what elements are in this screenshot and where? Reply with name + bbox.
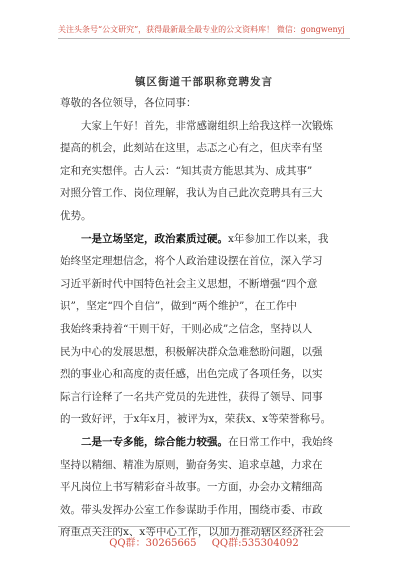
line-text: 烈的事业心和高度的责任感，出色完成了各项任务，以实 <box>60 368 323 381</box>
text-line <box>60 408 356 431</box>
text-line <box>60 318 356 341</box>
text-line <box>60 386 356 409</box>
greeting: 尊敬的各位领导，各位同事： <box>60 97 197 109</box>
header-divider <box>58 38 350 39</box>
text-line <box>60 431 356 454</box>
paragraph-lines <box>60 115 356 544</box>
text-line <box>60 250 356 273</box>
bold-lead-in: 二是一专多能，综合能力较强。 <box>81 435 228 448</box>
page-header-promo: 关注头条号“公文研究”，获得最新最全最专业的公文资料库！ 微信：gongwenyj <box>58 25 345 34</box>
line-text: 效。带头发挥办公室工作参谋助手作用，围绕市委、市政 <box>60 503 323 516</box>
line-text: 际言行诠释了一名共产党员的先进性，获得了领导、同事 <box>60 390 323 403</box>
line-text: 我始终秉持着“干则干好，干则必成”之信念，坚持以人 <box>60 322 313 335</box>
text-line <box>60 182 356 205</box>
text-line <box>60 454 356 477</box>
text-line <box>60 499 356 522</box>
line-text: 大家上午好！首先，非常感谢组织上给我这样一次锻炼 <box>81 119 333 132</box>
footer-divider <box>58 526 350 527</box>
bold-lead-in: 一是立场坚定，政治素质过硬。 <box>81 232 228 245</box>
document-body <box>60 92 356 544</box>
line-text: 识”，坚定“四个自信”，做到“两个维护”，在工作中 <box>60 300 297 313</box>
line-text: 坚持以精细、精准为原则，勤奋务实、追求卓越，力求在 <box>60 458 323 471</box>
page-footer <box>0 534 408 549</box>
line-text: x年参加工作以来，我 <box>228 232 329 245</box>
line-text: 的一致好评，于x年x月，被评为x，荣获x、x等荣誉称号。 <box>60 413 332 426</box>
footer-qq-group-2: QQ群:535304092 <box>211 538 299 549</box>
line-text: 府重点关注的x、x等中心工作，以加力推动辖区经济社会 <box>60 526 324 539</box>
line-text: 平凡岗位上书写精彩奋斗故事。一方面，办会办文精细高 <box>60 481 323 494</box>
line-text: 提高的机会，此刻站在这里，忐忑之心有之，但庆幸有坚 <box>60 142 323 155</box>
text-line <box>60 341 356 364</box>
text-line <box>60 228 356 251</box>
line-text: 始终坚定理想信念，将个人政治建设摆在首位，深入学习 <box>60 255 323 268</box>
line-text: 优势。 <box>60 209 92 222</box>
text-line <box>60 115 356 138</box>
line-text: 习近平新时代中国特色社会主义思想，不断增强“四个意 <box>60 277 318 290</box>
line-text: 民为中心的发展思想，积极解决群众急难愁盼问题，以强 <box>60 345 323 358</box>
line-text: 对照分管工作、岗位理解，我认为自己此次竞聘具有三大 <box>60 187 323 200</box>
text-line <box>60 295 356 318</box>
text-line <box>60 476 356 499</box>
text-line <box>60 205 356 228</box>
footer-qq-group-1: QQ群：30265665 <box>109 538 197 549</box>
text-line <box>60 160 356 183</box>
text-line <box>60 137 356 160</box>
text-line <box>60 273 356 296</box>
text-line <box>60 363 356 386</box>
document-title: 镇区街道干部职称竞聘发言 <box>135 76 273 88</box>
line-text: 定和充实想伴。古人云：“知其责方能思其为、成其事” <box>60 164 313 177</box>
line-text: 在日常工作中，我始终 <box>228 435 333 448</box>
